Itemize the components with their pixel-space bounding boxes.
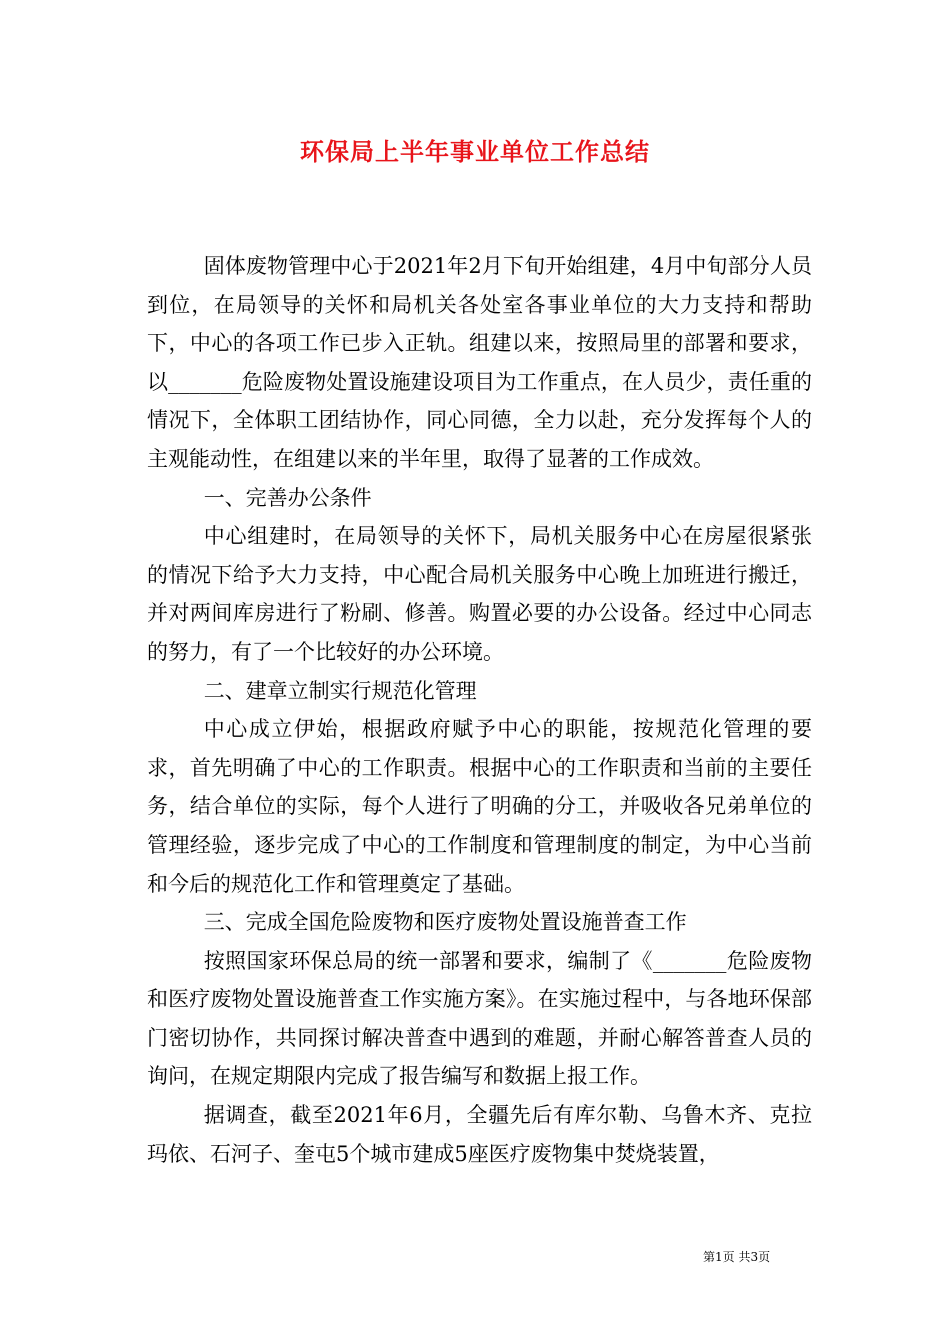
document-body <box>147 247 812 1173</box>
paragraph-management: 中心成立伊始，根据政府赋予中心的职能，按规范化管理的要求，首先明确了中心的工作职责。根据中心的工作职责和当前的主要任务，结合单位的实际，每个人进行了明确的分工，并吸收各兄弟单位的管理经验，逐步完成了中心的工作制度和管理制度的制定，为中心当前和今后的规范化工作和管理奠定了基础。 <box>147 717 812 896</box>
page-number: 第1页 共3页 <box>703 1250 771 1264</box>
paragraph-survey: 按照国家环保总局的统一部署和要求，编制了《_______危险废物和医疗废物处置设施普查工作实施方案》。在实施过程中，与各地环保部门密切协作，共同探讨解决普查中遇到的难题，并耐心解答普查人员的询问，在规定期限内完成了报告编写和数据上报工作。 <box>147 948 812 1089</box>
page-title: 环保局上半年事业单位工作总结 <box>300 137 650 166</box>
section-heading-1: 一、完善办公条件 <box>203 485 372 510</box>
paragraph-office: 中心组建时，在局领导的关怀下，局机关服务中心在房屋很紧张的情况下给予大力支持，中心配合局机关服务中心晚上加班进行搬迁，并对两间库房进行了粉刷、修善。购置必要的办公设备。经过中心同志的努力，有了一个比较好的办公环境。 <box>147 524 812 664</box>
section-heading-3: 三、完成全国危险废物和医疗废物处置设施普查工作 <box>203 910 687 935</box>
section-heading-2: 二、建章立制实行规范化管理 <box>203 678 477 703</box>
paragraph-intro: 固体废物管理中心于2021年2月下旬开始组建，4月中旬部分人员到位，在局领导的关怀和局机关各处室各事业单位的大力支持和帮助下，中心的各项工作已步入正轨。组建以来，按照局里的部署和要求，以_______危险废物处置设施建设项目为工作重点，在人员少，责任重的情况下，全体职工团结协作，同心同德，全力以赴，充分发挥每个人的主观能动性，在组建以来的半年里，取得了显著的工作成效。 <box>147 254 812 471</box>
paragraph-investigation: 据调查，截至2021年6月，全疆先后有库尔勒、乌鲁木齐、克拉玛依、石河子、奎屯5个城市建成5座医疗废物集中焚烧装置， <box>147 1103 812 1166</box>
